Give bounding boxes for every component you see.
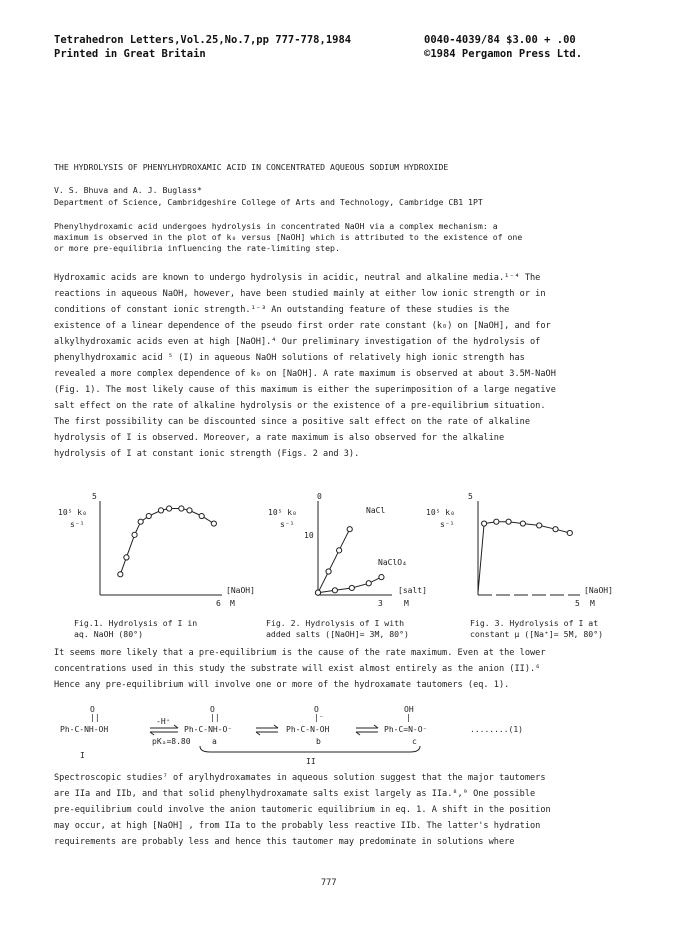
- text-line: revealed a more complex dependence of k₀ on [NaOH]. A rate maximum is observed at about 3.5M-NaOH: [54, 369, 556, 379]
- fig2-nacl-point: [347, 527, 352, 532]
- text-line: alkylhydroxamic acids even at high [NaOH].⁴ Our preliminary investigation of the hydrolysis of: [54, 337, 541, 347]
- fig2-naclo4-point: [366, 581, 371, 586]
- fig1-ylabel: 10⁵ k₀: [58, 508, 87, 517]
- fig3-chart: [426, 492, 613, 608]
- paragraph-spectroscopic: [54, 770, 629, 850]
- fig3-data-point: [537, 523, 542, 528]
- fig3-ytick: 5: [468, 492, 473, 501]
- double-bond-mark: ||: [90, 713, 100, 722]
- text-line: It seems more likely that a pre-equilibrium is the cause of the rate maximum. Even at the lower: [54, 648, 546, 658]
- text-line: hydrolysis of I is observed. Moreover, a rate maximum is also observed for the alkaline: [54, 433, 505, 443]
- text-line: (Fig. 1). The most likely cause of this maximum is either the superimposition of a large negative: [54, 385, 556, 395]
- fig3-xlabel: [NaOH]: [584, 586, 613, 595]
- fig1-data-point: [211, 521, 216, 526]
- issn-price: 0040-4039/84 $3.00 + .00: [424, 34, 576, 46]
- article-title: THE HYDROLYSIS OF PHENYLHYDROXAMIC ACID IN CONCENTRATED AQUEOUS SODIUM HYDROXIDE: [54, 162, 449, 172]
- fig2-naclo4-point: [315, 590, 320, 595]
- fig2-naclo4-point: [332, 588, 337, 593]
- label-I: I: [80, 751, 85, 760]
- fig3-data-point: [482, 521, 487, 526]
- fig2-nacl-line: [318, 529, 350, 593]
- equilibrium-arrow: [356, 725, 378, 735]
- caption-line: Fig. 3. Hydrolysis of I at: [470, 618, 599, 628]
- species-I: Ph-C-NH-OH: [60, 725, 109, 734]
- fig2-naclo4-point: [349, 585, 354, 590]
- text-line: existence of a linear dependence of the pseudo first order rate constant (k₀) on [NaOH], and for: [54, 321, 551, 331]
- fig1-data-point: [187, 508, 192, 513]
- fig3-xtick: 5: [575, 599, 580, 608]
- affiliation: Department of Science, Cambridgeshire College of Arts and Technology, Cambridge CB1 1PT: [54, 197, 483, 207]
- carbonyl-o-IIa: O: [210, 705, 215, 714]
- abstract-line: Phenylhydroxamic acid undergoes hydrolysis in concentrated NaOH via a complex mechanism: a: [54, 221, 498, 231]
- species-IIc: Ph-C=N-O⁻: [384, 725, 428, 734]
- fig1-data-point: [167, 506, 172, 511]
- page-number: 777: [321, 878, 337, 888]
- equilibrium-arrow: [256, 725, 278, 735]
- text-line: reactions in aqueous NaOH, however, have been studied mainly at either low ionic strength or in: [54, 289, 546, 299]
- label-b: b: [316, 737, 321, 746]
- fig2-xtick: 3: [378, 599, 383, 608]
- fig3-curve: [478, 522, 570, 593]
- abstract: [54, 221, 522, 254]
- fig1-chart: [58, 492, 255, 608]
- caption-line: added salts ([NaOH]= 3M, 80°): [266, 629, 409, 639]
- label-a: a: [212, 737, 217, 746]
- text-line: Hydroxamic acids are known to undergo hydrolysis in acidic, neutral and alkaline media.¹⁻⁴ The: [54, 273, 541, 283]
- fig2-naclo4-point: [379, 575, 384, 580]
- species-IIb: Ph-C-N-OH: [286, 725, 330, 734]
- fig1-data-point: [158, 508, 163, 513]
- caption-line: Fig. 2. Hydrolysis of I with: [266, 618, 405, 628]
- text-line: The first possibility can be discounted since a positive salt effect on the rate of alkaline: [54, 417, 530, 427]
- fig2-nacl-point: [326, 569, 331, 574]
- abstract-line: maximum is observed in the plot of k₀ versus [NaOH] which is attributed to the existence of one: [54, 232, 523, 242]
- fig1-caption: [74, 618, 197, 640]
- single-bond-mark: |⁻: [314, 713, 324, 722]
- fig1-data-point: [179, 506, 184, 511]
- single-bond-mark: |: [406, 713, 411, 722]
- text-line: phenylhydroxamic acid ⁵ (I) in aqueous NaOH solutions of relatively high ionic strength has: [54, 353, 525, 363]
- caption-line: aq. NaOH (80°): [74, 629, 144, 639]
- fig1-data-point: [132, 532, 137, 537]
- hydroxyl-IIc: OH: [404, 705, 414, 714]
- text-line: are IIa and IIb, and that solid phenylhydroxamate salts exist largely as IIa.⁸,⁹ One possible: [54, 789, 536, 799]
- equilibrium-arrow: [150, 725, 178, 735]
- fig3-yunit: s⁻¹: [440, 520, 455, 529]
- fig3-ylabel: 10⁵ k₀: [426, 508, 455, 517]
- equation-number: ........(1): [470, 725, 523, 734]
- fig2-yunit: s⁻¹: [280, 520, 295, 529]
- text-line: conditions of constant ionic strength.¹⁻³ An outstanding feature of these studies is the: [54, 305, 510, 315]
- paragraph-pre-equilibrium: [54, 645, 629, 693]
- text-line: may occur, at high [NaOH] , from IIa to the probably less reactive IIb. The latter's hydration: [54, 821, 541, 831]
- fig3-points: [482, 519, 573, 535]
- fig2-xunit: M: [404, 599, 409, 608]
- fig2-chart: [268, 492, 427, 608]
- fig1-data-point: [138, 519, 143, 524]
- fig2-naclo4-label: NaClO₄: [378, 558, 407, 567]
- text-line: Hence any pre-equilibrium will involve one or more of the hydroxamate tautomers (eq. 1).: [54, 680, 510, 690]
- fig2-points: [315, 527, 384, 596]
- carbonyl-o-I: O: [90, 705, 95, 714]
- fig2-nacl-label: NaCl: [366, 506, 386, 515]
- fig2-caption: [266, 618, 409, 640]
- fig1-xlabel: [NaOH]: [226, 586, 255, 595]
- tautomer-brace: [200, 746, 420, 752]
- text-line: pre-equilibrium could involve the anion tautomeric equilibrium in eq. 1. A shift in the position: [54, 805, 551, 815]
- printed-location: Printed in Great Britain: [54, 48, 206, 60]
- copyright: ©1984 Pergamon Press Ltd.: [424, 48, 583, 60]
- fig1-data-point: [118, 572, 123, 577]
- fig2-ytick-mid: 10: [304, 531, 314, 540]
- fig3-data-point: [567, 530, 572, 535]
- fig3-xunit: M: [590, 599, 595, 608]
- fig1-data-point: [124, 555, 129, 560]
- fig1-xtick: 6: [216, 599, 221, 608]
- text-line: Spectroscopic studies⁷ of arylhydroxamates in aqueous solution suggest that the major tautomers: [54, 773, 546, 783]
- text-line: hydrolysis of I at constant ionic strength (Figs. 2 and 3).: [54, 449, 360, 459]
- fig1-data-point: [146, 513, 151, 518]
- fig2-nacl-point: [337, 548, 342, 553]
- text-line: salt effect on the rate of alkaline hydrolysis or the existence of a pre-equilibrium situation.: [54, 401, 546, 411]
- text-line: concentrations used in this study the substrate will exist almost entirely as the anion (II).⁶: [54, 664, 541, 674]
- fig2-xlabel: [salt]: [398, 586, 427, 595]
- pka-label: pKₐ=8.80: [152, 737, 191, 746]
- fig2-naclo4-line: [318, 577, 381, 593]
- fig1-xunit: M: [230, 599, 235, 608]
- fig2-ytick: 0: [317, 492, 322, 501]
- fig2-ylabel: 10⁵ k₀: [268, 508, 297, 517]
- fig3-data-point: [553, 527, 558, 532]
- caption-line: Fig.1. Hydrolysis of I in: [74, 618, 198, 628]
- reaction-scheme: [50, 700, 650, 768]
- fig3-data-point: [506, 519, 511, 524]
- fig1-yunit: s⁻¹: [70, 520, 85, 529]
- authors: V. S. Bhuva and A. J. Buglass*: [54, 185, 202, 195]
- fig1-ytick: 5: [92, 492, 97, 501]
- oxide-o-IIb: O: [314, 705, 319, 714]
- paragraph-intro: [54, 270, 629, 462]
- arrow1-label: -H⁺: [156, 717, 171, 726]
- journal-citation: Tetrahedron Letters,Vol.25,No.7,pp 777-778,1984: [54, 34, 352, 46]
- fig3-caption: [470, 618, 603, 640]
- double-bond-mark: ||: [210, 713, 220, 722]
- label-II: II: [306, 757, 316, 766]
- fig3-data-point: [520, 521, 525, 526]
- fig3-data-point: [494, 519, 499, 524]
- caption-line: constant μ ([Na⁺]= 5M, 80°): [470, 629, 604, 639]
- text-line: requirements are probably less and hence this tautomer may predominate in solutions where: [54, 837, 515, 847]
- label-c: c: [412, 737, 417, 746]
- species-IIa: Ph-C-NH-O⁻: [184, 725, 233, 734]
- abstract-line: or more pre-equilibria influencing the rate-limiting step.: [54, 243, 340, 253]
- fig1-data-point: [199, 513, 204, 518]
